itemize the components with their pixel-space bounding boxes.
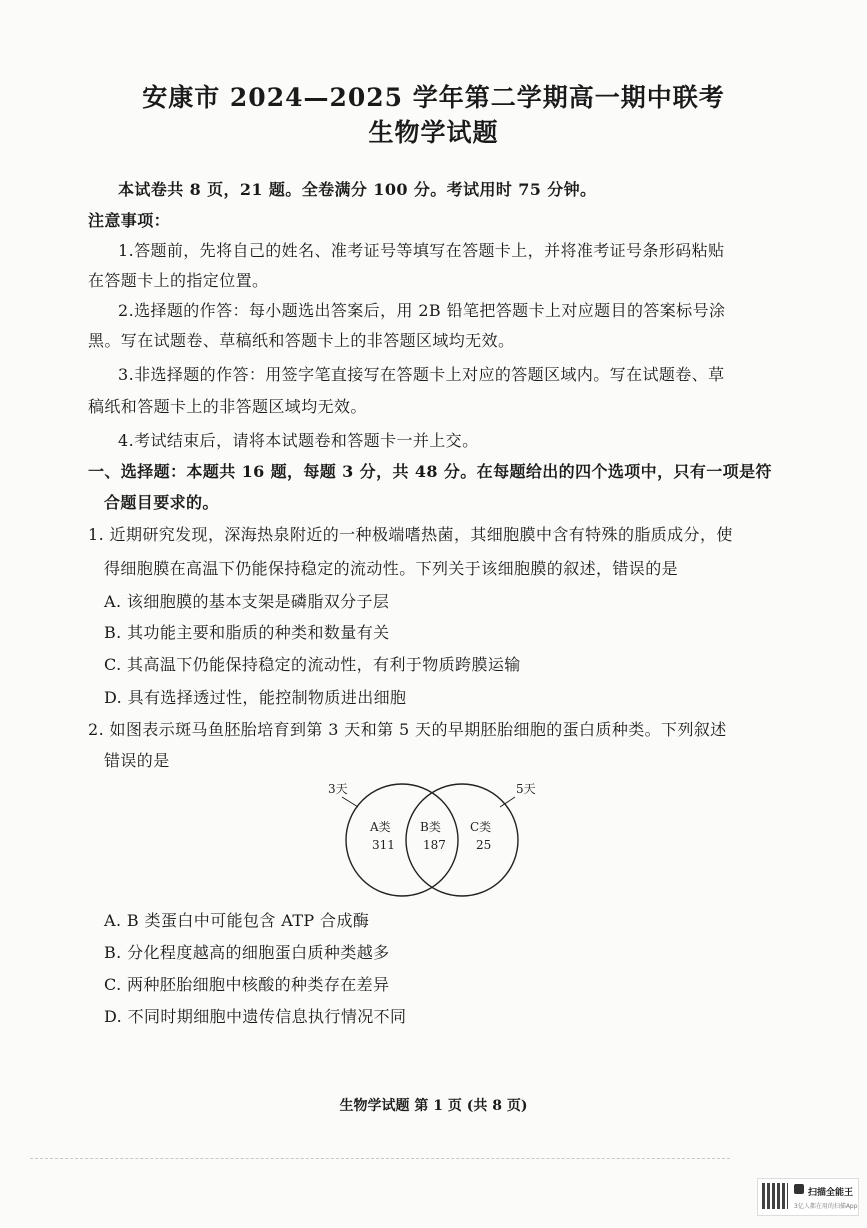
page-title: 安康市 2024—2025 学年第二学期高一期中联考 — [142, 83, 725, 112]
venn-region-value: 187 — [423, 838, 446, 852]
scan-divider — [30, 1158, 730, 1159]
notice-line: 在答题卡上的指定位置。 — [88, 271, 269, 290]
page-subtitle: 生物学试题 — [368, 118, 499, 147]
venn-region-value: 311 — [372, 838, 395, 852]
venn-region-name: B类 — [420, 820, 441, 834]
page-footer: 生物学试题 第 1 页 (共 8 页) — [339, 1098, 528, 1114]
notice-line: 黑。写在试题卷、草稿纸和答题卡上的非答题区域均无效。 — [88, 331, 515, 350]
exam-intro: 本试卷共 8 页，21 题。全卷满分 100 分。考试用时 75 分钟。 — [118, 180, 597, 199]
venn-region-value: 25 — [476, 838, 492, 852]
notice-line: 稿纸和答题卡上的非答题区域均无效。 — [88, 397, 367, 416]
question-1-option-a: A. 该细胞膜的基本支架是磷脂双分子层 — [104, 592, 390, 611]
scanner-tagline: 3亿人都在用的扫描App — [794, 1203, 858, 1210]
venn-region-name: C类 — [470, 820, 492, 834]
venn-pointer-left — [342, 797, 358, 807]
question-1-stem: 1. 近期研究发现，深海热泉附近的一种极端嗜热菌，其细胞膜中含有特殊的脂质成分，使 — [88, 525, 733, 544]
notice-line: 4.考试结束后，请将本试题卷和答题卡一并上交。 — [118, 431, 479, 450]
notice-heading: 注意事项： — [88, 211, 171, 230]
question-2-option-c: C. 两种胚胎细胞中核酸的种类存在差异 — [104, 975, 390, 994]
venn-diagram — [310, 775, 550, 900]
question-2-option-d: D. 不同时期细胞中遗传信息执行情况不同 — [104, 1007, 407, 1026]
question-1-option-d: D. 具有选择透过性，能控制物质进出细胞 — [104, 688, 407, 707]
scanner-brand: 扫描全能王 — [808, 1188, 854, 1198]
qr-code-icon — [762, 1183, 788, 1209]
question-1-option-c: C. 其高温下仍能保持稳定的流动性，有利于物质跨膜运输 — [104, 655, 521, 674]
scanner-logo-icon — [794, 1184, 804, 1194]
question-1-stem: 得细胞膜在高温下仍能保持稳定的流动性。下列关于该细胞膜的叙述，错误的是 — [104, 559, 679, 578]
venn-label-day3: 3天 — [328, 782, 348, 796]
question-2-stem: 2. 如图表示斑马鱼胚胎培育到第 3 天和第 5 天的早期胚胎细胞的蛋白质种类。下列叙述 — [88, 720, 727, 739]
venn-region-name: A类 — [370, 820, 391, 834]
scanner-watermark — [757, 1178, 859, 1216]
notice-line: 2.选择题的作答：每小题选出答案后，用 2B 铅笔把答题卡上对应题目的答案标号涂 — [118, 301, 726, 320]
notice-line: 3.非选择题的作答：用签字笔直接写在答题卡上对应的答题区域内。写在试题卷、草 — [118, 365, 725, 384]
question-2-option-a: A. B 类蛋白中可能包含 ATP 合成酶 — [104, 911, 370, 930]
question-2-option-b: B. 分化程度越高的细胞蛋白质种类越多 — [104, 943, 390, 962]
section-heading: 一、选择题：本题共 16 题，每题 3 分，共 48 分。在每题给出的四个选项中，只有一项是符 — [88, 462, 772, 481]
notice-line: 1.答题前，先将自己的姓名、准考证号等填写在答题卡上，并将准考证号条形码粘贴 — [118, 241, 725, 260]
venn-label-day5: 5天 — [516, 782, 536, 796]
question-2-stem: 错误的是 — [104, 751, 170, 770]
section-heading-cont: 合题目要求的。 — [104, 493, 219, 512]
question-1-option-b: B. 其功能主要和脂质的种类和数量有关 — [104, 623, 390, 642]
